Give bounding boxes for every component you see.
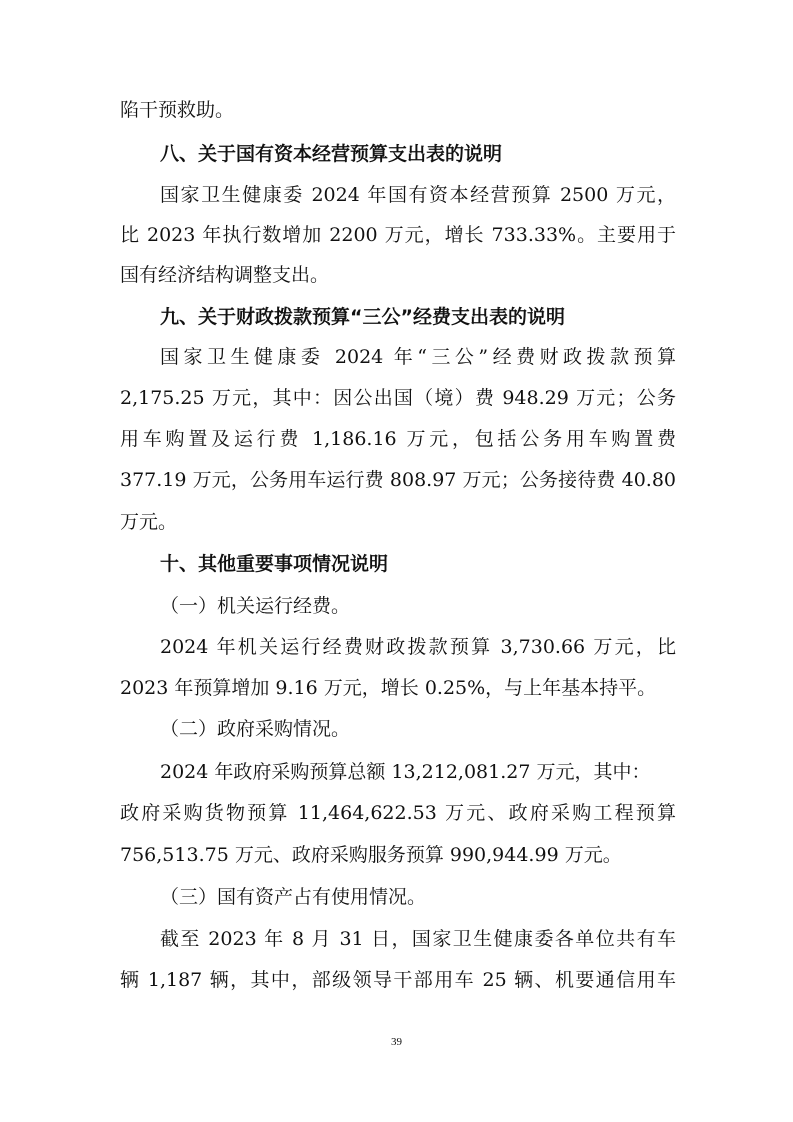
body-text-line: 2023 年预算增加 9.16 万元，增长 0.25%，与上年基本持平。 <box>120 677 657 699</box>
body-text-line: 2024 年政府采购预算总额 13,212,081.27 万元，其中： <box>160 761 651 783</box>
subsection-heading: （三）国有资产占有使用情况。 <box>160 886 427 908</box>
section-heading-9: 九、关于财政拨款预算“三公”经费支出表的说明 <box>160 306 565 328</box>
body-text-line: 比 2023 年执行数增加 2200 万元，增长 733.33%。主要用于 <box>120 224 676 246</box>
section-heading-10: 十、其他重要事项情况说明 <box>160 553 389 575</box>
body-text-line: 377.19 万元，公务用车运行费 808.97 万元；公务接待费 40.80 <box>120 469 676 491</box>
body-text-line: 用车购置及运行费 1,186.16 万元，包括公务用车购置费 <box>120 428 676 450</box>
body-text-line: 陷干预救助。 <box>120 99 235 121</box>
body-text-line: 国家卫生健康委 2024 年国有资本经营预算 2500 万元， <box>160 184 676 206</box>
body-text-line: 万元。 <box>120 511 178 533</box>
body-text-line: 756,513.75 万元、政府采购服务预算 990,944.99 万元。 <box>120 844 622 866</box>
section-heading-8: 八、关于国有资本经营预算支出表的说明 <box>160 143 503 165</box>
subsection-heading: （二）政府采购情况。 <box>160 718 351 740</box>
body-text-line: 国有经济结构调整支出。 <box>120 264 330 286</box>
page-number: 39 <box>391 1036 402 1048</box>
body-text-line: 截至 2023 年 8 月 31 日，国家卫生健康委各单位共有车 <box>160 928 676 950</box>
body-text-line: 辆 1,187 辆，其中，部级领导干部用车 25 辆、机要通信用车 <box>120 969 676 991</box>
body-text-line: 政府采购货物预算 11,464,622.53 万元、政府采购工程预算 <box>120 802 676 824</box>
body-text-line: 国家卫生健康委 2024 年“三公”经费财政拨款预算 <box>160 346 676 368</box>
body-text-line: 2024 年机关运行经费财政拨款预算 3,730.66 万元，比 <box>160 636 676 658</box>
subsection-heading: （一）机关运行经费。 <box>160 595 351 617</box>
body-text-line: 2,175.25 万元，其中：因公出国（境）费 948.29 万元；公务 <box>120 387 676 409</box>
